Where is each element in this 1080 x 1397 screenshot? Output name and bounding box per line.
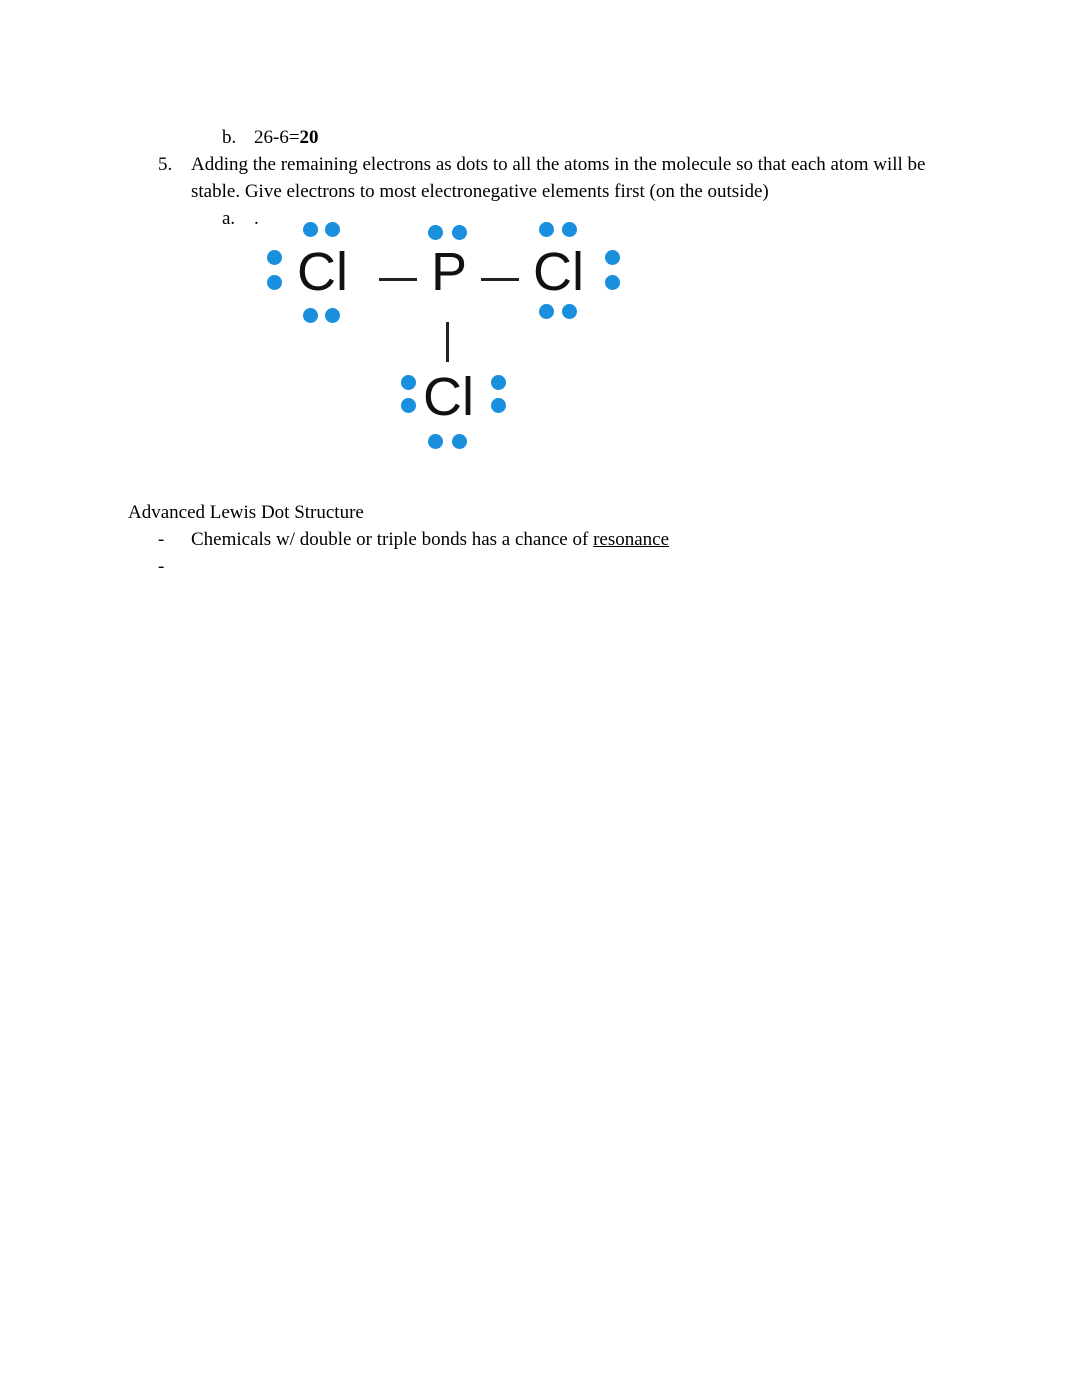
electron-dot [401,375,416,390]
electron-dot [562,222,577,237]
atom-cl-bottom: Cl [423,367,474,427]
electron-dot [605,275,620,290]
atom-p-center: P [431,242,468,302]
electron-dot [325,222,340,237]
bond-p-cl-left [379,278,417,281]
calculation [254,127,319,149]
bullet-marker: - [158,529,165,550]
electron-dot [491,398,506,413]
electron-dot [491,375,506,390]
electron-dot [539,304,554,319]
list-marker-a: a. [222,208,236,229]
electron-dot [452,225,467,240]
electron-dot [539,222,554,237]
electron-dot [303,308,318,323]
step5-line2: stable. Give electrons to most electronegative elements first (on the outside) [191,181,769,202]
electron-dot [428,434,443,449]
electron-dot [605,250,620,265]
step5-line1: Adding the remaining electrons as dots to all the atoms in the molecule so that each atom will be [191,154,926,175]
electron-dot [267,250,282,265]
bullet-item [191,529,669,551]
electron-dot [325,308,340,323]
sub-a-text: . [254,208,259,229]
list-marker-5: 5. [158,154,173,175]
electron-dot [562,304,577,319]
electron-dot [267,275,282,290]
electron-dot [401,398,416,413]
list-marker-b: b. [222,127,237,148]
bullet-text: Chemicals w/ double or triple bonds has a chance of [191,529,594,550]
section-heading: Advanced Lewis Dot Structure [128,502,364,523]
calculation-expression: 26-6= [254,127,300,148]
atom-cl-right: Cl [533,242,584,302]
bond-p-cl-right [481,278,519,281]
electron-dot [428,225,443,240]
bullet-marker: - [158,556,165,577]
electron-dot [452,434,467,449]
atom-cl-left: Cl [297,242,348,302]
underlined-term: resonance [593,529,670,550]
bond-p-cl-bottom [446,322,449,362]
calculation-result: 20 [299,127,319,148]
electron-dot [303,222,318,237]
lewis-structure-pcl3 [255,212,635,457]
